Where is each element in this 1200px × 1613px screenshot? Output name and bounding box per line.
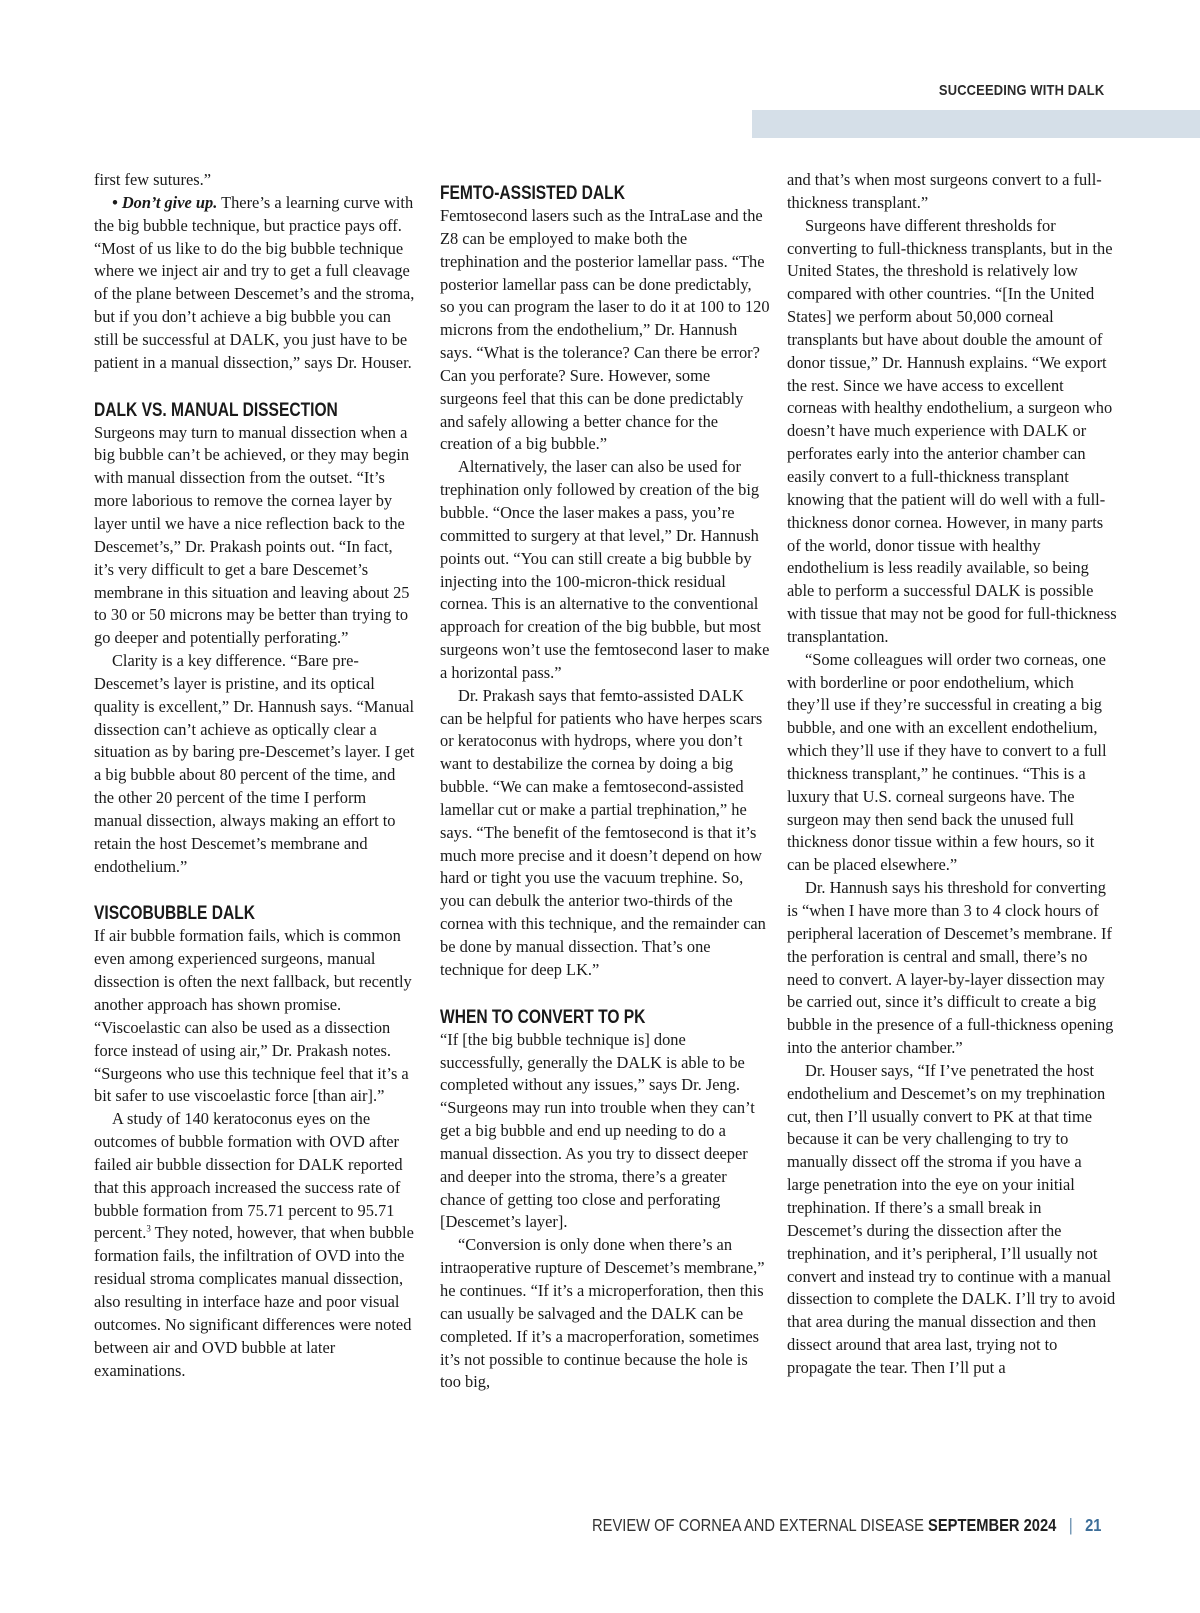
reference-marker: 3 bbox=[146, 1223, 151, 1234]
paragraph: Dr. Prakash says that femto-assisted DALK can be helpful for patients who have herpes scars or keratoconus with hydrops, where you don’t want to destabilize the cornea by doing a big bubble. “We can make a femtosecond-assisted lamellar cut or make a partial trephination,” he says. “The benefit of the femtosecond is that it’s much more precise and it doesn’t depend on how hard or tight you use the vacuum trephine. So, you can debulk the anterior two-thirds of the cornea with this technique, and the remainder can be done by manual dissection. That’s one technique for deep LK.” bbox=[440, 685, 766, 979]
header-accent-bar bbox=[752, 110, 1200, 138]
paragraph-text: They noted, however, that when bubble formation fails, the infiltration of OVD into the residual stroma complicates manual dissection, also resulting in interface haze and poor visual outcomes. No significant differences were noted between air and OVD bubble at later examinations. bbox=[94, 1223, 414, 1380]
paragraph: Femtosecond lasers such as the IntraLase and the Z8 can be employed to make both the trephination and the posterior lamellar pass. “The posterior lamellar pass can be done predictably, so you can program the laser to do it at 100 to 120 microns from the endothelium,” Dr. Hannush says. “What is the tolerance? Can there be error? Can you perforate? Sure. However, some surgeons feel that this can be done predictably and safely allowing a better chance for the creation of a big bubble.” bbox=[440, 206, 770, 454]
paragraph: first few sutures.” bbox=[94, 170, 211, 189]
column-1 bbox=[94, 169, 416, 1382]
paragraph: “Conversion is only done when there’s an intraoperative rupture of Descemet’s membrane,” he continues. “If it’s a microperforation, then this can usually be salvaged and the DALK can be completed. If it’s a macroperforation, sometimes it’s not possible to continue because the hole is too big, bbox=[440, 1235, 765, 1392]
paragraph-text: A study of 140 keratoconus eyes on the outcomes of bubble formation with OVD after failed air bubble dissection for DALK reported that this approach increased the success rate of bubble formation from 75.71 percent to 95.71 percent. bbox=[94, 1109, 403, 1243]
paragraph: Alternatively, the laser can also be used for trephination only followed by creation of the big bubble. “Once the laser makes a pass, you’re committed to surgery at that level,” Dr. Hannush points out. “You can still create a big bubble by injecting into the 100-micron-thick residual cornea. This is an alternative to the conventional approach for creation of the big bubble, but most surgeons won’t use the femtosecond laser to make a horizontal pass.” bbox=[440, 457, 770, 682]
section-heading: VISCOBUBBLE DALK bbox=[94, 903, 256, 925]
footer-separator: | bbox=[1068, 1515, 1073, 1535]
paragraph bbox=[94, 1108, 416, 1382]
running-head: SUCCEEDING WITH DALK bbox=[938, 82, 1104, 99]
paragraph: and that’s when most surgeons convert to a full-thickness transplant.” bbox=[787, 170, 1102, 212]
section-heading: WHEN TO CONVERT TO PK bbox=[440, 1006, 646, 1028]
column-2 bbox=[440, 169, 770, 1394]
paragraph: Surgeons have different thresholds for converting to full-thickness transplants, but in the United States, the threshold is relatively low compared with other countries. “[In the United States] we perform about 50,000 corneal transplants but have about double the amount of donor tissue,” Dr. Hannush explains. “We export the rest. Since we have access to excellent corneas with healthy endothelium, a surgeon who doesn’t have much experience with DALK or perforates early into the anterior chamber can easily convert to a full-thickness transplant knowing that the patient will do well with a full-thickness donor cornea. However, in many parts of the world, donor tissue with healthy endothelium is less readily available, so being able to perform a successful DALK is possible with tissue that may not be good for full-thickness transplantation. bbox=[787, 215, 1117, 646]
paragraph: Dr. Hannush says his threshold for converting is “when I have more than 3 to 4 clock hours of peripheral laceration of Descemet’s membrane. If the perforation is central and small, there’s no need to convert. A layer-by-layer dissection may be carried out, since it’s difficult to create a big bubble in the presence of a full-thickness opening into the anterior chamber.” bbox=[787, 878, 1114, 1058]
paragraph-text: There’s a learning curve with the big bubble technique, but practice pays off. “Most of us like to do the big bubble technique where we inject air and try to get a full cleavage of the plane between Descemet’s and the stroma, but if you don’t achieve a big bubble you can still be successful at DALK, you just have to be patient in a manual dissection,” says Dr. Houser. bbox=[94, 192, 415, 372]
paragraph: “If [the big bubble technique is] done successfully, generally the DALK is able to be completed without any issues,” says Dr. Jeng. “Surgeons may run into trouble when they can’t get a big bubble and end up needing to do a manual dissection. As you try to dissect deeper and deeper into the stroma, there’s a greater chance of getting too close and perforating [Descemet’s layer]. bbox=[440, 1029, 755, 1232]
paragraph bbox=[94, 192, 416, 375]
section-heading: FEMTO-ASSISTED DALK bbox=[440, 183, 625, 204]
bullet-lead: • Don’t give up. bbox=[112, 192, 218, 212]
paragraph: If air bubble formation fails, which is common even among experienced surgeons, manual dissection is often the next fallback, but recently another approach has shown promise. “Viscoelastic can also be used as a dissection force instead of using air,” Dr. Prakash notes. “Surgeons who use this technique feel that it’s a bit safer to use viscoelastic force [than air].” bbox=[94, 926, 412, 1106]
paragraph: Dr. Houser says, “If I’ve penetrated the host endothelium and Descemet’s on my trephination cut, then I’ll usually convert to PK at that time because it can be very challenging to try to manually dissect off the stroma if you have a large penetration into the eye on your initial trephination. If there’s a small break in Descemet’s during the dissection after the trephination, and it’s peripheral, I’ll usually not convert and instead try to continue with a manual dissection to complete the DALK. I’ll try to avoid that area during the manual dissection and then dissect around that area last, trying not to propagate the tear. Then I’ll put a bbox=[787, 1060, 1116, 1377]
page-footer bbox=[592, 1515, 1101, 1536]
page-number: 21 bbox=[1084, 1515, 1101, 1535]
paragraph: Clarity is a key difference. “Bare pre-Descemet’s layer is pristine, and its optical quality is excellent,” Dr. Hannush says. “Manual dissection can’t achieve as optically clear a situation as by baring pre-Descemet’s layer. I get a big bubble about 80 percent of the time, and the other 20 percent of the time I perform manual dissection, always making an effort to retain the host Descemet’s membrane and endothelium.” bbox=[94, 651, 415, 876]
publication-name: REVIEW OF CORNEA AND EXTERNAL DISEASE bbox=[591, 1515, 924, 1535]
paragraph: “Some colleagues will order two corneas, one with borderline or poor endothelium, which they’ll use if they’re successful in creating a big bubble, and one with an excellent endothelium, which they’ll use if they have to convert to a full thickness transplant,” he continues. “This is a luxury that U.S. corneal surgeons have. The surgeon may then send back the unused full thickness donor tissue within a few hours, so it can be placed elsewhere.” bbox=[787, 649, 1107, 875]
paragraph: Surgeons may turn to manual dissection when a big bubble can’t be achieved, or they may begin with manual dissection from the outset. “It’s more laborious to remove the cornea layer by layer until we have a nice reflection back to the Descemet’s,” Dr. Prakash points out. “In fact, it’s very difficult to get a bare Descemet’s membrane in this situation and leaving about 25 to 30 or 50 microns may be better than trying to go deeper and potentially perforating.” bbox=[94, 422, 410, 648]
column-3 bbox=[787, 169, 1117, 1380]
issue-date: SEPTEMBER 2024 bbox=[927, 1515, 1056, 1535]
section-heading: DALK VS. MANUAL DISSECTION bbox=[94, 399, 338, 421]
